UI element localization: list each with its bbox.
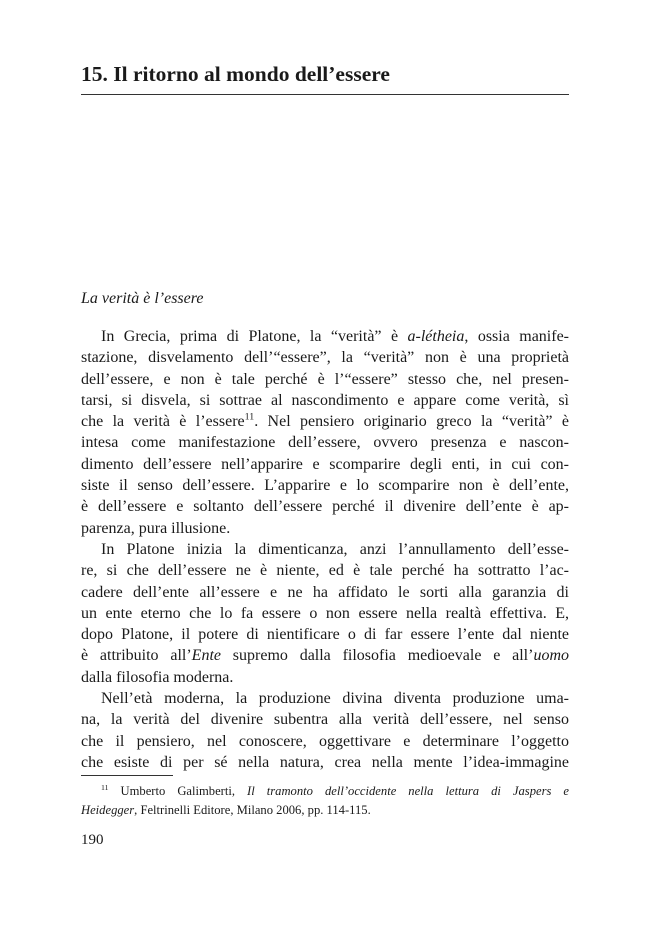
chapter-title: 15. Il ritorno al mondo dell’essere — [81, 62, 390, 86]
text-line: dell’essere, e non è tale perché è l’“essere” stesso che, nel presen- — [81, 370, 569, 388]
footnote — [81, 782, 569, 819]
footnote-rule — [81, 775, 173, 776]
text-line: dalla filosofia moderna. — [81, 668, 234, 686]
text-line: siste il senso dell’essere. L’apparire e lo scomparire non è dell’ente, — [81, 477, 569, 495]
text-line: tarsi, si disvela, si sottrae al nascondimento e appare come verità, sì — [81, 391, 569, 409]
text-line: re, si che dell’essere ne è niente, ed è tale perché ha sottratto l’ac- — [81, 562, 569, 580]
body-text — [81, 326, 569, 773]
text-line: stazione, disvelamento dell’“essere”, la “verità” non è una proprietà — [81, 349, 569, 367]
text-line: Nell’età moderna, la produzione divina diventa produzione uma- — [101, 690, 569, 708]
page-number: 190 — [81, 832, 104, 848]
text-line: dopo Platone, il potere di nientificare o di far essere l’ente dal niente — [81, 626, 569, 644]
text-line: un ente eterno che lo fa essere o non essere nella realtà effettiva. E, — [81, 604, 569, 622]
text-line: dimento dell’essere nell’apparire e scomparire degli enti, in cui con- — [81, 455, 569, 473]
text-line: che il pensiero, nel conoscere, oggettivare e determinare l’oggetto — [81, 732, 569, 750]
footnote-line: $^{11}$ Umberto Galimberti, Il tramonto dell’occidente nella lettura di Jaspers e — [101, 782, 569, 798]
text-line: cadere dell’ente all’essere e ne ha affidato le sorti alla garanzia di — [81, 583, 569, 601]
text-line: intesa come manifestazione dell’essere, ovvero presenza e nascon- — [81, 434, 569, 452]
text-line: è dell’essere e soltanto dell’essere perché il divenire dell’ente è ap- — [81, 498, 569, 516]
text-line: na, la verità del divenire subentra alla verità dell’essere, nel senso — [81, 711, 569, 729]
text-line: In Grecia, prima di Platone, la “verità” è a-létheia, ossia manife- — [101, 328, 569, 345]
section-heading: La verità è l’essere — [81, 290, 204, 307]
title-rule — [81, 94, 569, 95]
text-line: parenza, pura illusione. — [81, 519, 231, 537]
text-line: In Platone inizia la dimenticanza, anzi l’annullamento dell’esse- — [101, 540, 569, 558]
footnote-number: 11 — [101, 782, 109, 792]
footnote-ref: 11 — [244, 411, 255, 423]
text-line: che esiste di per sé nella natura, crea nella mente l’idea-immagine — [81, 753, 569, 771]
text-line: è attribuito all’Ente supremo dalla filosofia medioevale e all’uomo — [81, 647, 569, 665]
text-line: che la verità è l’essere$^{11}$. Nel pensiero originario greco la “verità” è — [81, 411, 570, 431]
footnote-line: Heidegger, Feltrinelli Editore, Milano 2006, pp. 114-115. — [81, 802, 371, 817]
